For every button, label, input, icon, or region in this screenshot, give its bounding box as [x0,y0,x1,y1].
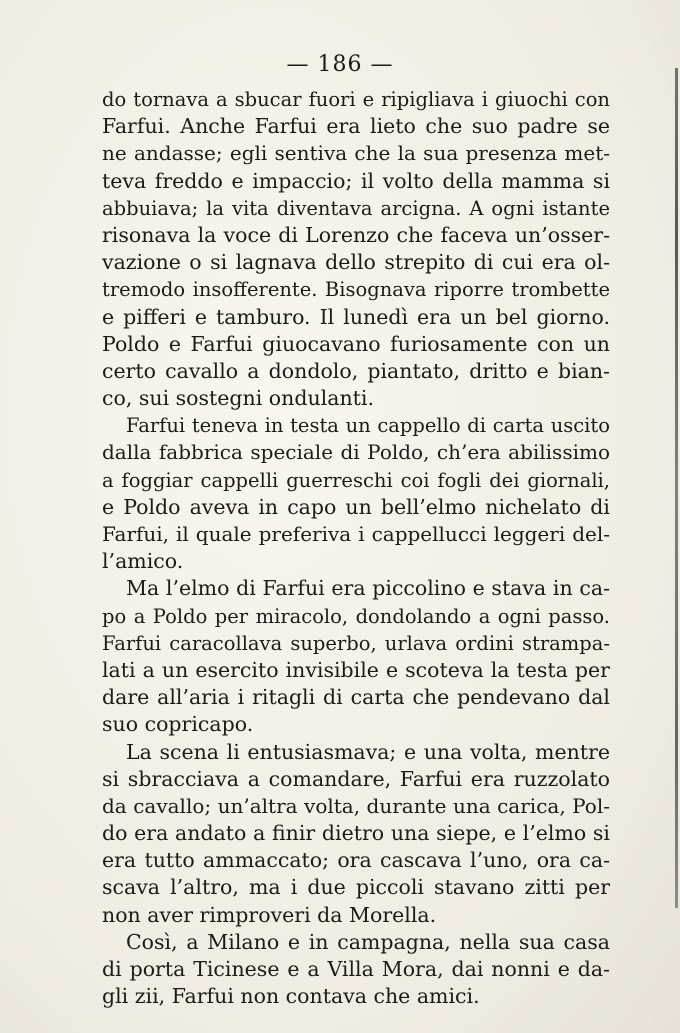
text-line: non aver rimproveri da Morella. [102,902,437,927]
text-line: Così, a Milano e in campagna, nella sua casa [126,929,610,954]
text-line: lati a un esercito invisibile e scoteva la testa per [102,657,610,682]
page-edge-shadow [675,68,678,908]
text-line: e pifferi e tamburo. Il lunedì era un bel giorno. [102,304,610,329]
text-line: tremodo insofferente. Bisognava riporre trombette [102,278,610,302]
text-line: certo cavallo a dondolo, piantato, dritto e bian- [102,358,610,383]
text-line: ne andasse; egli sentiva che la sua presenza met- [102,141,610,166]
text-line: era tutto ammaccato; ora cascava l’uno, ora ca- [102,848,610,873]
text-line: l’amico. [102,549,184,574]
text-line: po a Poldo per miracolo, dondolando a ogni passo. [102,604,610,628]
text-line: gli zii, Farfui non contava che amici. [102,984,480,1009]
text-line: a foggiar cappelli guerreschi coi fogli dei giornali, [102,468,610,492]
text-line: teva freddo e impaccio; il volto della mamma si [102,168,610,193]
text-line: di porta Ticinese e a Villa Mora, dai nonni e da- [102,957,610,981]
text-line: si sbracciava a comandare, Farfui era ruzzolato [102,766,610,791]
text-line: Farfui. Anche Farfui era lieto che suo padre se [102,114,610,139]
body-text [102,86,610,1010]
text-line: scava l’altro, ma i due piccoli stavano zitti per [102,875,610,900]
text-line: do tornava a sbucar fuori e ripigliava i giuochi con [102,88,610,111]
text-line: da cavallo; un’altra volta, durante una carica, Pol- [102,793,610,818]
text-line: Poldo e Farfui giuocavano furiosamente con un [102,331,610,356]
text-line: suo copricapo. [102,712,254,737]
text-line: dalla fabbrica speciale di Poldo, ch’era abilissimo [102,440,610,465]
text-line: abbuiava; la vita diventava arcigna. A ogni istante [102,196,610,220]
text-line: e Poldo aveva in capo un bell’elmo nichelato di [102,494,610,519]
text-line: dare all’aria i ritagli di carta che pendevano dal [102,685,610,710]
text-line: Farfui, il quale preferiva i cappellucci leggeri del- [102,522,610,546]
text-line: Farfui teneva in testa un cappello di carta uscito [126,414,610,438]
text-line: vazione o si lagnava dello strepito di cui era ol- [102,250,610,275]
page-number: — 186 — [286,52,394,77]
text-line: risonava la voce di Lorenzo che faceva un’osser- [102,222,610,247]
text-line: La scena li entusiasmava; e una volta, mentre [126,739,610,764]
text-line: Farfui caracollava superbo, urlava ordini strampa- [102,631,610,655]
text-line: Ma l’elmo di Farfui era piccolino e stava in ca- [126,576,610,601]
text-line: co, sui sostegni ondulanti. [102,386,374,411]
text-line: do era andato a finir dietro una siepe, e l’elmo si [102,821,610,846]
